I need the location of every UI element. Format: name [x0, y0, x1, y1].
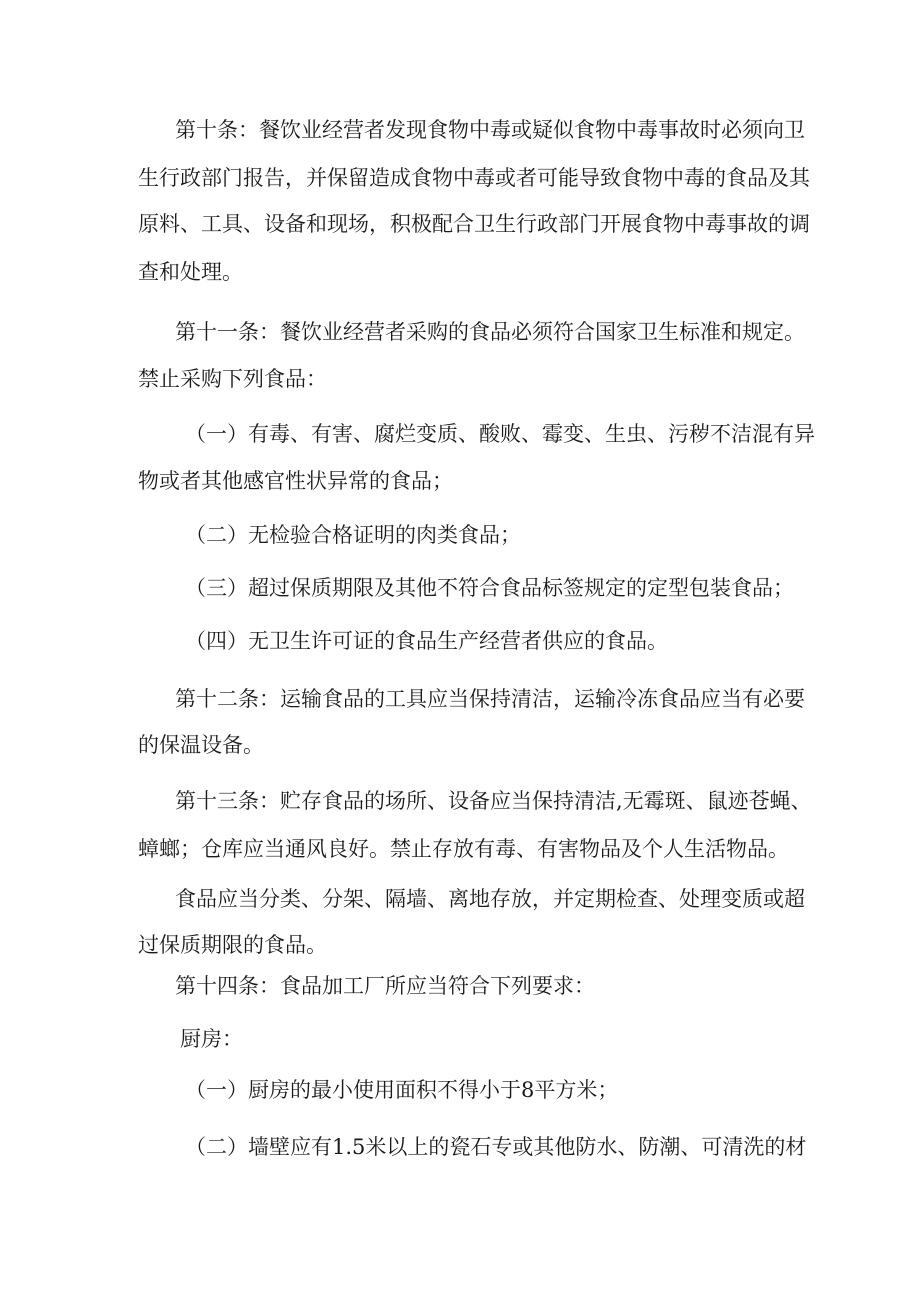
kitchen-heading: 厨房：	[180, 1027, 243, 1051]
article-11-line-2: 禁止采购下列食品：	[138, 367, 327, 391]
kitchen-item-1: （一）厨房的最小使用面积不得小于8平方米；	[185, 1078, 619, 1102]
item-1-line-2: 物或者其他感官性状异常的食品；	[138, 469, 453, 493]
storage-line-1: 食品应当分类、分架、隔墙、离地存放，并定期检查、处理变质或超	[175, 887, 805, 911]
article-10-line-3: 原料、工具、设备和现场，积极配合卫生行政部门开展食物中毒事故的调	[138, 212, 810, 236]
article-10-line-4: 查和处理。	[138, 260, 243, 284]
article-11-line-1: 第十一条：餐饮业经营者采购的食品必须符合国家卫生标准和规定。	[175, 320, 805, 344]
item-3-line: （三）超过保质期限及其他不符合食品标签规定的定型包装食品；	[185, 576, 794, 600]
item-4-line: （四）无卫生许可证的食品生产经营者供应的食品。	[185, 629, 668, 653]
item-2-line: （二）无检验合格证明的肉类食品；	[185, 523, 521, 547]
storage-line-2: 过保质期限的食品。	[138, 933, 327, 957]
item-1-line-1: （一）有毒、有害、腐烂变质、酸败、霉变、生虫、污秽不洁混有异	[185, 422, 815, 446]
article-10-line-2: 生行政部门报告，并保留造成食物中毒或者可能导致食物中毒的食品及其	[138, 166, 810, 190]
kitchen-item-2: （二）墙壁应有1.5米以上的瓷石专或其他防水、防潮、可清洗的材	[185, 1135, 807, 1159]
article-14-line: 第十四条：食品加工厂所应当符合下列要求：	[175, 974, 595, 998]
article-12-line-2: 的保温设备。	[138, 733, 264, 757]
article-10-line-1: 第十条：餐饮业经营者发现食物中毒或疑似食物中毒事故时必须向卫	[175, 118, 805, 142]
article-12-line-1: 第十二条：运输食品的工具应当保持清洁，运输冷冻食品应当有必要	[175, 687, 805, 711]
article-13-line-2: 蟑螂；仓库应当通风良好。禁止存放有毒、有害物品及个人生活物品。	[138, 837, 789, 861]
article-13-line-1: 第十三条：贮存食品的场所、设备应当保持清洁,无霉斑、鼠迹苍蝇、	[175, 789, 812, 813]
